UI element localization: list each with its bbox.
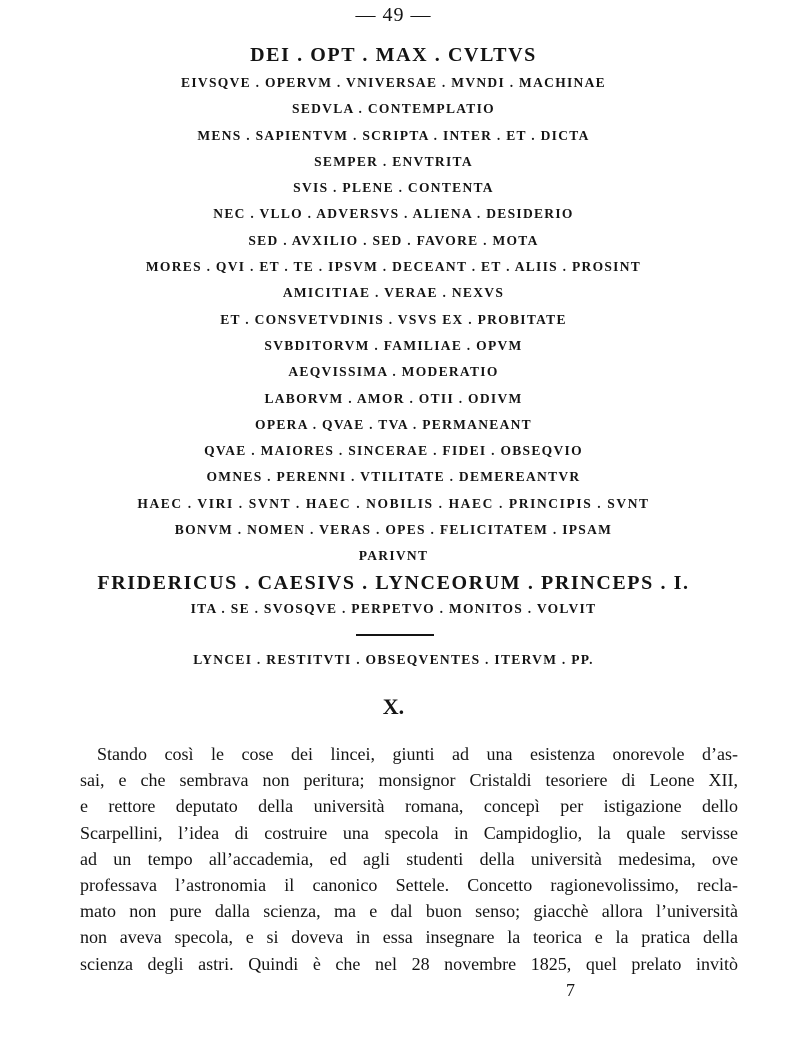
inscription-line: OPERA . QVAE . TVA . PERMANEANT (255, 416, 532, 432)
body-line: sai, e che sembrava non peritura; monsignor Cristaldi tesoriere di Leone XII, (80, 770, 738, 791)
latin-inscription (0, 40, 787, 622)
inscription-line: SEDVLA . CONTEMPLATIO (292, 101, 495, 117)
inscription-line: PARIVNT (358, 548, 429, 564)
inscription-line: SVIS . PLENE . CONTENTA (293, 180, 494, 196)
inscription-line-princeps: FRIDERICUS . CAESIVS . LYNCEORUM . PRINCEPS . I. (97, 571, 690, 594)
inscription-line: MENS . SAPIENTVM . SCRIPTA . INTER . ET . DICTA (197, 127, 590, 143)
body-line: ad un tempo all’accademia, ed agli studenti della università medesima, ove (80, 848, 738, 869)
inscription-line: BONVM . NOMEN . VERAS . OPES . FELICITATEM . IPSAM (174, 522, 613, 538)
body-line: Stando così le cose dei lincei, giunti ad una esistenza onorevole d’as- (97, 744, 738, 764)
body-paragraph (80, 741, 738, 977)
inscription-line: ET . CONSVETVDINIS . VSVS EX . PROBITATE (220, 311, 567, 327)
inscription-line: NEC . VLLO . ADVERSVS . ALIENA . DESIDERIO (213, 206, 574, 222)
signature-mark: 7 (566, 980, 575, 1000)
inscription-line: EIVSQVE . OPERVM . VNIVERSAE . MVNDI . MACHINAE (181, 75, 606, 90)
inscription-line: ITA . SE . SVOSQVE . PERPETVO . MONITOS . VOLVIT (190, 600, 597, 616)
inscription-line: QVAE . MAIORES . SINCERAE . FIDEI . OBSEQVIO (204, 443, 583, 459)
inscription-line: OMNES . PERENNI . VTILITATE . DEMEREANTVR (206, 469, 581, 485)
inscription-line: SED . AVXILIO . SED . FAVORE . MOTA (248, 232, 539, 248)
body-line: professava l’astronomia il canonico Settele. Concetto ragionevolissimo, recla- (80, 875, 738, 896)
inscription-line: LABORVM . AMOR . OTII . ODIVM (264, 390, 523, 406)
divider-rule (356, 634, 434, 636)
section-title: X. (382, 694, 405, 719)
page-number: — 49 — (355, 4, 432, 26)
body-line: e rettore deputato della università romana, concepì per istigazione dello (80, 796, 738, 817)
inscription-line: MORES . QVI . ET . TE . IPSVM . DECEANT . ET . ALIIS . PROSINT (145, 259, 642, 275)
body-line: non aveva specola, e si doveva in essa insegnare la teorica e la pratica della (80, 927, 738, 948)
inscription-line: AEQVISSIMA . MODERATIO (288, 364, 499, 380)
lincei-dedication: LYNCEI . RESTITVTI . OBSEQVENTES . ITERVM . PP. (193, 652, 594, 667)
body-line: mato non pure dalla scienza, ma e dal buon senso; giacchè allora l’università (80, 901, 738, 922)
inscription-line: SEMPER . ENVTRITA (314, 153, 473, 169)
body-line: Scarpellini, l’idea di costruire una specola in Campidoglio, la quale servisse (80, 822, 738, 843)
inscription-line: HAEC . VIRI . SVNT . HAEC . NOBILIS . HAEC . PRINCIPIS . SVNT (137, 495, 650, 511)
inscription-line: AMICITIAE . VERAE . NEXVS (282, 285, 505, 301)
inscription-line: SVBDITORVM . FAMILIAE . OPVM (264, 337, 523, 353)
body-line: scienza degli astri. Quindi è che nel 28 novembre 1825, quel prelato invitò (80, 953, 738, 974)
inscription-line: DEI . OPT . MAX . CVLTVS (250, 44, 537, 66)
